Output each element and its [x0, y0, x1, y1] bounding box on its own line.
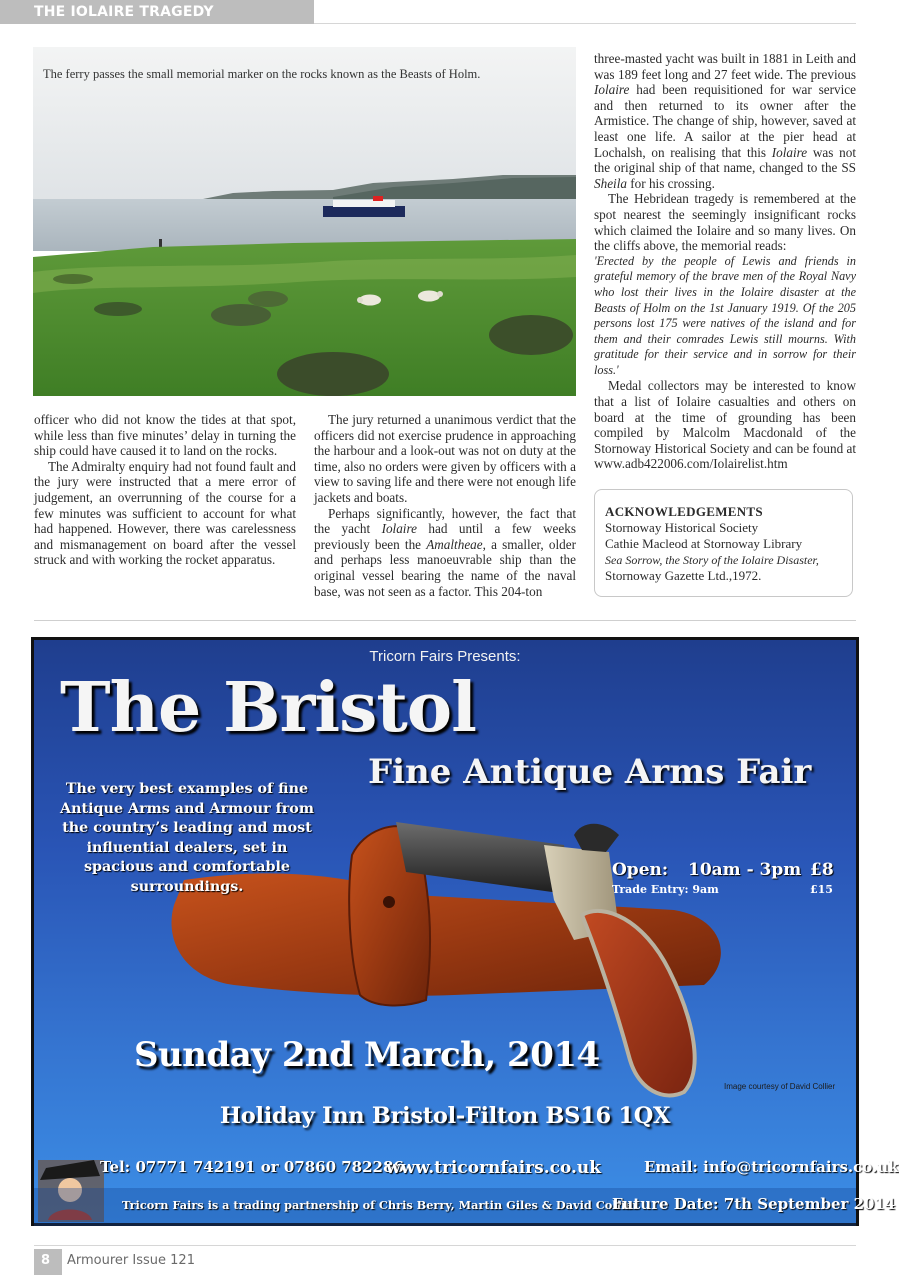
- memorial-inscription: 'Erected by the people of Lewis and friends in grateful memory of the brave men of the Royal Navy who lost their lives in the Iolaire disaster at the Beasts of Holm on the 1st January 1919. Of the 205 persons lost 175 were natives of the island and for them and their comrades Lewis still mourns. With gratitude for their service and in sorrow for their loss.': [594, 253, 856, 377]
- advert-headline: The Bristol: [60, 668, 476, 748]
- section-divider: [34, 620, 856, 621]
- paragraph: [594, 51, 856, 191]
- email-link[interactable]: Email: info@tricornfairs.co.uk: [644, 1158, 899, 1176]
- fair-date: Sunday 2nd March, 2014: [134, 1035, 600, 1075]
- advert-subheadline: Fine Antique Arms Fair: [368, 752, 812, 792]
- photo-caption: The ferry passes the small memorial marker on the rocks known as the Beasts of Holm.: [43, 67, 481, 81]
- acknowledgement-line: Stornoway Historical Society: [605, 520, 759, 535]
- paragraph: officer who did not know the tides at that spot, while less than five minutes’ delay in turning the ship could have caused it to land on the rocks.: [34, 412, 296, 459]
- page-number: 8: [41, 1253, 51, 1268]
- article-column-3: [594, 51, 856, 472]
- text-run: three-masted yacht was built in 1881 in Leith and was 189 feet long and 27 feet wide. The previous: [594, 51, 856, 82]
- footer-rule: [34, 1245, 856, 1246]
- advert-presents: Tricorn Fairs Presents:: [369, 648, 521, 665]
- text-run: , a smaller, older and perhaps less manoeuvrable ship than the original vessel bearing the name of the naval base, was not seen as a factor. This 204-ton: [314, 536, 576, 599]
- header-rule: [314, 23, 856, 24]
- text-run: for his crossing.: [626, 175, 715, 191]
- issue-label: Armourer Issue 121: [67, 1253, 195, 1268]
- website-link[interactable]: www.tricornfairs.co.uk: [386, 1158, 602, 1178]
- acknowledgements-box: [594, 489, 853, 597]
- ferry-photo-image: [33, 47, 576, 396]
- open-hours: 10am - 3pm: [688, 860, 802, 880]
- text-run: Perhaps significantly, however, the fact that the yacht: [314, 505, 576, 537]
- opening-hours: [612, 860, 834, 880]
- open-label: Open:: [612, 860, 669, 880]
- trade-price: £15: [810, 883, 833, 896]
- article-column-1: [34, 412, 296, 568]
- ship-name: Iolaire: [594, 82, 630, 98]
- paragraph: The jury returned a unanimous verdict that the officers did not exercise prudence in approaching the harbour and a look-out was not on duty at the time, also no orders were given by officers with a view to saving life and there were not enough life jackets and boats.: [314, 412, 576, 505]
- paragraph: Medal collectors may be interested to know that a list of Iolaire casualties and others on board at the time of grounding has been compiled by Malcolm Macdonald of the Stornoway Historical Society and can be found at www.adb422006.com/Iolairelist.htm: [594, 378, 856, 472]
- image-credit: Image courtesy of David Collier: [724, 1082, 836, 1091]
- ferry-photo: [33, 47, 576, 396]
- section-title: THE IOLAIRE TRAGEDY: [34, 4, 214, 20]
- advert-blurb: The very best examples of fine Antique Arms and Armour from the country’s leading and most influential dealers, set in spacious and comfortable surroundings.: [60, 781, 314, 895]
- text-run: had been requisitioned for war service and then returned to its owner after the Armistice. The change of ship, however, saved at least one life. A sailor at the pier head at Lochalsh, on realising that this: [594, 82, 856, 160]
- text-run: had until a few weeks previously been the: [314, 521, 576, 552]
- entry-price: £8: [810, 860, 834, 880]
- acknowledgement-line: Cathie Macleod at Stornoway Library: [605, 536, 803, 551]
- trade-entry: Trade Entry: 9am: [612, 883, 719, 896]
- fair-venue: Holiday Inn Bristol-Filton BS16 1QX: [219, 1103, 671, 1129]
- telephone: Tel: 07771 742191 or 07860 782286: [100, 1158, 404, 1176]
- paragraph: [314, 506, 576, 600]
- acknowledgements-title: ACKNOWLEDGEMENTS: [605, 504, 763, 519]
- text-run: was not the original ship of that name, changed to the SS: [594, 144, 856, 176]
- paragraph: The Hebridean tragedy is remembered at the spot nearest the seemingly insignificant rocks which claimed the Iolaire and so many lives. On the cliffs above, the memorial reads:: [594, 191, 856, 254]
- partnership-note: Tricorn Fairs is a trading partnership of Chris Berry, Martin Giles & David Collier: [122, 1198, 639, 1212]
- ship-name: Amaltheae: [426, 536, 483, 552]
- ship-name: Iolaire: [771, 144, 808, 160]
- future-date: Future Date: 7th September 2014: [612, 1195, 896, 1213]
- article-column-2: [314, 412, 576, 599]
- acknowledgement-line: Stornoway Gazette Ltd.,1972.: [605, 568, 762, 583]
- acknowledgement-line: Sea Sorrow, the Story of the Iolaire Disaster,: [605, 553, 819, 567]
- ship-name: Sheila: [594, 175, 627, 191]
- fair-advert: [31, 637, 899, 1226]
- paragraph: The Admiralty enquiry had not found fault and the jury were instructed that a mere error of judgement, an overrunning of the course for a few minutes was sufficient to account for what had happened. However, there was carelessness and mismanagement on board after the vessel struck and with working the rocket apparatus.: [34, 458, 296, 568]
- ship-name: Iolaire: [381, 521, 417, 537]
